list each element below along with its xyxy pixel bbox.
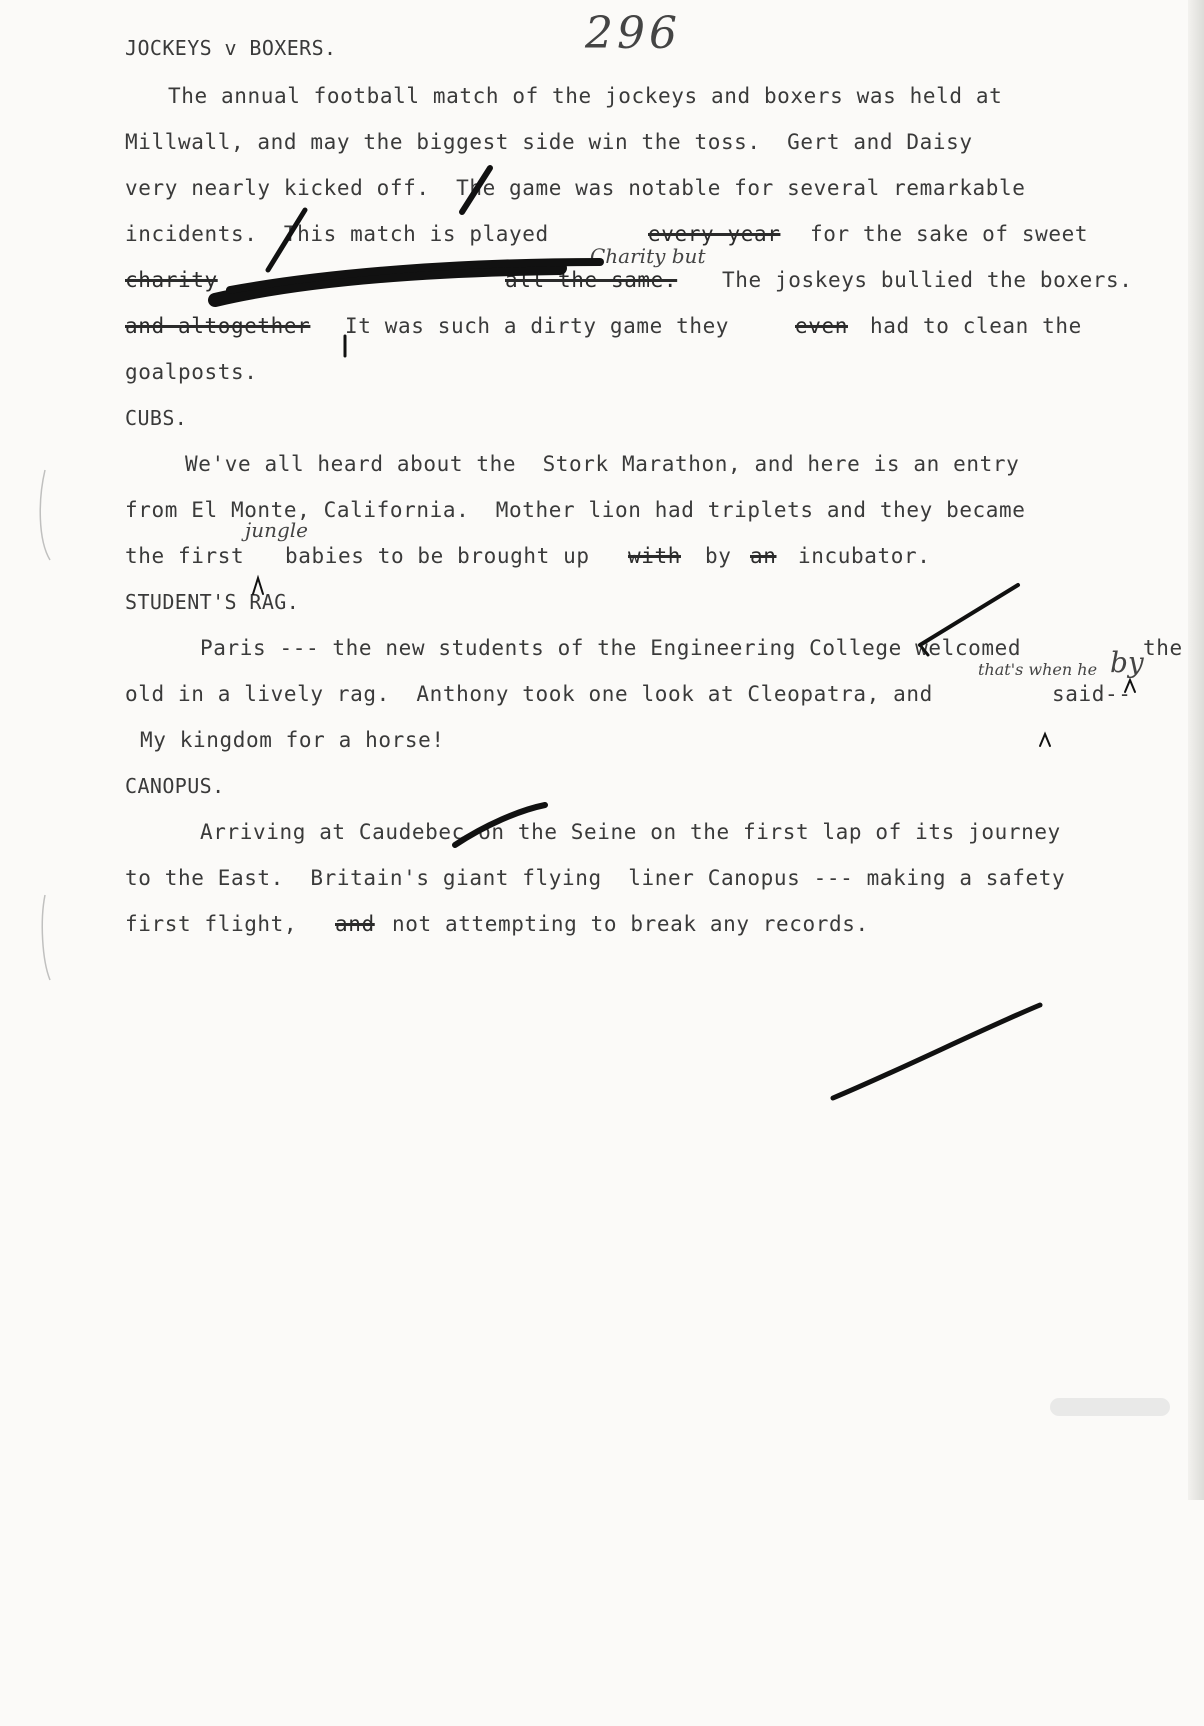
story-end-mark	[455, 805, 545, 845]
story-line: by	[705, 544, 732, 568]
story-line: said--	[1052, 682, 1132, 706]
struck-text: even	[795, 314, 848, 338]
handwritten-insertion: by	[1110, 646, 1144, 679]
story-heading-canopus: CANOPUS.	[125, 774, 225, 798]
struck-text: all the same.	[505, 268, 678, 292]
paper-smudge	[1050, 1398, 1170, 1416]
story-line: for the sake of sweet	[810, 222, 1089, 246]
story-line: The joskeys bullied the boxers.	[722, 268, 1133, 292]
story-heading-jockeys: JOCKEYS v BOXERS.	[125, 36, 337, 60]
story-heading-cubs: CUBS.	[125, 406, 188, 430]
editorial-slash-mark	[462, 168, 490, 212]
caret-mark	[1125, 680, 1135, 692]
story-line: Arriving at Caudebec on the Seine on the first lap of its journey	[200, 820, 1061, 844]
story-line: very nearly kicked off. The game was notable for several remarkable	[125, 176, 1026, 200]
caret-mark	[253, 578, 263, 594]
story-end-mark	[833, 1005, 1040, 1098]
struck-text: and altogether	[125, 314, 311, 338]
struck-text: with	[628, 544, 681, 568]
story-line: incubator.	[798, 544, 931, 568]
struck-text: an	[750, 544, 777, 568]
struck-text: charity	[125, 268, 218, 292]
story-line: babies to be brought up	[285, 544, 590, 568]
caret-mark	[1040, 734, 1050, 746]
margin-smudge	[40, 470, 50, 560]
story-line: the	[1143, 636, 1183, 660]
story-line: My kingdom for a horse!	[140, 728, 445, 752]
story-line: old in a lively rag. Anthony took one look at Cleopatra, and	[125, 682, 933, 706]
story-line: Paris --- the new students of the Engineering College welcomed	[200, 636, 1022, 660]
story-line: goalposts.	[125, 360, 258, 384]
margin-smudge	[42, 895, 50, 980]
story-line: the first	[125, 544, 245, 568]
story-line: We've all heard about the Stork Marathon, and here is an entry	[185, 452, 1020, 476]
story-heading-students-rag: STUDENT'S RAG.	[125, 590, 300, 614]
story-line: The annual football match of the jockeys and boxers was held at	[168, 84, 1003, 108]
story-line: incidents. This match is played	[125, 222, 549, 246]
editorial-slash-mark	[268, 210, 305, 270]
handwritten-insertion: jungle	[245, 518, 308, 542]
handwritten-insertion: that's when he	[978, 660, 1098, 679]
story-line: to the East. Britain's giant flying liner Canopus --- making a safety	[125, 866, 1066, 890]
story-line: first flight,	[125, 912, 298, 936]
story-line: from El Monte, California. Mother lion had triplets and they became	[125, 498, 1026, 522]
story-end-mark	[920, 585, 1018, 645]
struck-text: and	[335, 912, 375, 936]
story-line: not attempting to break any records.	[392, 912, 869, 936]
story-line: It was such a dirty game they	[345, 314, 730, 338]
story-line: had to clean the	[870, 314, 1082, 338]
story-line: Millwall, and may the biggest side win the toss. Gert and Daisy	[125, 130, 973, 154]
page-number: 296	[585, 8, 681, 59]
struck-text: every year	[648, 222, 781, 246]
handwritten-insertion: Charity but	[590, 244, 706, 268]
